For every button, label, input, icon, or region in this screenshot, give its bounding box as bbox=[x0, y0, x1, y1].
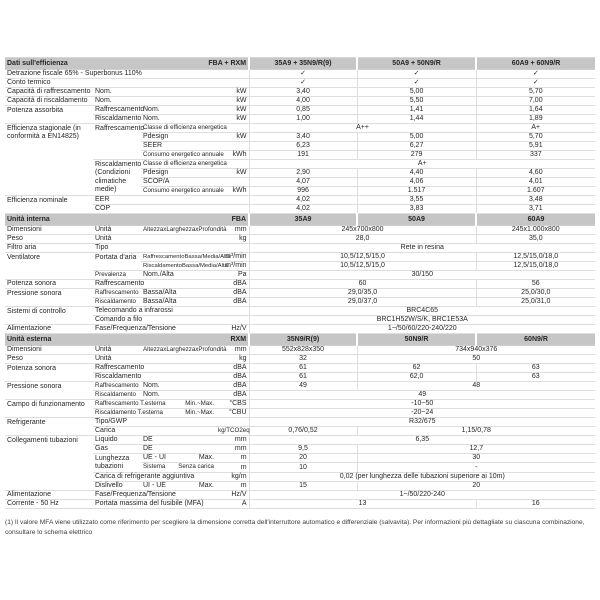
table-cell: mm bbox=[216, 346, 249, 355]
table-cell: 16 bbox=[476, 499, 595, 508]
table-cell: 1~/50/60/220-240/220 bbox=[249, 325, 595, 334]
table-cell: Gas bbox=[93, 445, 141, 454]
table-cell: Campo di funzionamento bbox=[5, 400, 93, 418]
table-cell: 61 bbox=[249, 364, 357, 373]
table-cell: kg bbox=[216, 355, 249, 364]
table-cell: Capacità di raffrescamento bbox=[5, 88, 93, 97]
table-cell: Unità bbox=[93, 355, 216, 364]
table-cell: Raffrescamento bbox=[93, 382, 141, 391]
table-row bbox=[5, 445, 595, 454]
table-cell: Unità bbox=[93, 235, 216, 244]
table-cell: Pdesign bbox=[141, 133, 216, 142]
table-cell: kg/m bbox=[216, 472, 249, 481]
spec-sheet-page bbox=[5, 57, 595, 538]
table-cell: m³/min bbox=[216, 262, 249, 271]
table-cell: -20~24 bbox=[249, 409, 595, 418]
table-row bbox=[5, 253, 595, 262]
table-cell: 7,00 bbox=[476, 97, 595, 106]
table-cell: A bbox=[216, 499, 249, 508]
table-cell: DE bbox=[141, 436, 216, 445]
table-cell: - bbox=[357, 463, 595, 472]
spec-table bbox=[5, 57, 595, 509]
table-cell: 2,90 bbox=[249, 169, 357, 178]
table-row bbox=[5, 289, 595, 298]
table-cell: ✓ bbox=[249, 79, 357, 88]
table-cell: 28,0 bbox=[249, 235, 476, 244]
table-cell: ✓ bbox=[357, 70, 476, 79]
table-cell: Nom. bbox=[93, 97, 216, 106]
section-code: RXM bbox=[230, 335, 247, 343]
table-cell: 15 bbox=[249, 481, 357, 490]
table-cell: kg/TCO2eq bbox=[218, 426, 250, 434]
table-cell: Telecomando a infrarossi bbox=[93, 307, 249, 316]
table-cell: 0,02 (per lunghezza delle tubazioni superiore ai 10m) bbox=[249, 472, 595, 481]
table-row bbox=[5, 346, 595, 355]
table-cell: Classe di efficienza energetica bbox=[141, 160, 249, 169]
section-code: FBA + RXM bbox=[208, 59, 247, 67]
table-cell: 1,89 bbox=[476, 115, 595, 124]
table-row bbox=[5, 88, 595, 97]
table-cell: Raffrescamento Bassa/Media/Alta bbox=[143, 253, 231, 260]
table-cell: AltezzaxLarghezzaxProfondità bbox=[143, 225, 227, 233]
table-cell: 5,00 bbox=[357, 88, 476, 97]
table-cell: Ventilatore bbox=[5, 253, 93, 280]
table-cell: dBA bbox=[216, 382, 249, 391]
table-cell: Dimensioni bbox=[5, 346, 93, 355]
table-cell: BRC1H52W/S/K, BRC1E53A bbox=[249, 316, 595, 325]
table-cell: kW bbox=[216, 106, 249, 115]
table-row bbox=[5, 382, 595, 391]
table-cell: mm bbox=[216, 226, 249, 235]
table-cell: 1.517 bbox=[357, 187, 476, 196]
table-cell: Prevalenza bbox=[93, 271, 141, 280]
table-cell: Filtro aria bbox=[5, 244, 93, 253]
table-cell: A+ bbox=[249, 160, 595, 169]
table-cell: EER bbox=[93, 196, 249, 205]
table-cell: Collegamenti tubazioni bbox=[5, 436, 93, 491]
table-row bbox=[5, 235, 595, 244]
table-cell: 62 bbox=[357, 364, 476, 373]
table-cell: Sistema Senza carica bbox=[141, 463, 216, 472]
table-cell: dBA bbox=[216, 280, 249, 289]
column-header: 60A9 bbox=[476, 214, 595, 226]
table-cell: 6,23 bbox=[249, 142, 357, 151]
table-cell: Bassa/Alta bbox=[141, 289, 216, 298]
table-cell: Dislivello bbox=[93, 481, 141, 490]
table-cell: 3,40 bbox=[249, 133, 357, 142]
table-cell: Pressione sonora bbox=[5, 289, 93, 307]
table-cell: 4,06 bbox=[357, 178, 476, 187]
table-cell: kW bbox=[216, 97, 249, 106]
table-row bbox=[5, 97, 595, 106]
table-cell: ✓ bbox=[249, 70, 357, 79]
table-cell: 29,0/37,0 bbox=[249, 298, 476, 307]
table-row bbox=[5, 271, 595, 280]
table-cell: Consumo energetico annuale bbox=[143, 186, 224, 194]
table-cell: UI - UE Max. bbox=[143, 481, 214, 489]
table-cell: 3,40 bbox=[249, 88, 357, 97]
column-header: 35N9/R(9) bbox=[249, 334, 357, 346]
table-cell: 25,0/30,0 bbox=[476, 289, 595, 298]
section-header-cell bbox=[5, 334, 249, 346]
table-cell: 337 bbox=[476, 151, 595, 160]
table-cell: Sistemi di controllo bbox=[5, 307, 93, 325]
table-row bbox=[5, 196, 595, 205]
table-cell: Riscaldamento Bassa/Media/Alta bbox=[143, 262, 228, 269]
table-cell: Hz/V bbox=[216, 490, 249, 499]
table-cell: Corrente - 50 Hz bbox=[5, 499, 93, 508]
table-cell: 3,55 bbox=[357, 196, 476, 205]
table-cell: 20 bbox=[357, 481, 595, 490]
table-cell: Unità bbox=[93, 346, 141, 355]
table-row bbox=[5, 427, 595, 436]
table-cell: Bassa/Alta bbox=[141, 298, 216, 307]
table-cell: 6,35 bbox=[249, 436, 595, 445]
table-cell: Dimensioni bbox=[5, 226, 93, 235]
table-cell: Nom. bbox=[141, 115, 216, 124]
table-cell: 49 bbox=[249, 382, 357, 391]
table-cell: 3,48 bbox=[476, 196, 595, 205]
table-cell: 62,0 bbox=[357, 373, 476, 382]
table-cell: kW bbox=[216, 133, 249, 142]
table-cell: Potenza sonora bbox=[5, 364, 93, 382]
table-cell: Riscaldamento bbox=[95, 115, 142, 123]
table-cell: 9,5 bbox=[249, 445, 357, 454]
table-cell: -10~50 bbox=[249, 400, 595, 409]
table-row bbox=[5, 418, 595, 427]
table-cell: dBA bbox=[216, 364, 249, 373]
section-code: FBA bbox=[231, 215, 247, 223]
table-row bbox=[5, 106, 595, 115]
table-cell: SEER bbox=[141, 142, 249, 151]
table-cell: 61 bbox=[249, 373, 357, 382]
table-cell: SCOP/A bbox=[141, 178, 249, 187]
table-cell: 29,0/35,0 bbox=[249, 289, 476, 298]
table-cell: Tipo/GWP bbox=[93, 418, 249, 427]
table-cell: Efficienza nominale bbox=[5, 196, 93, 214]
table-cell: Peso bbox=[5, 235, 93, 244]
table-row bbox=[5, 115, 595, 124]
table-cell: AltezzaxLarghezzaxProfondità bbox=[143, 345, 227, 353]
table-cell: 4,60 bbox=[476, 169, 595, 178]
table-cell: 30/150 bbox=[249, 271, 595, 280]
table-cell: DE bbox=[141, 445, 216, 454]
table-cell: Liquido bbox=[93, 436, 141, 445]
table-cell: 10,5/12,5/15,0 bbox=[249, 262, 476, 271]
table-cell: 35,0 bbox=[476, 235, 595, 244]
table-cell: 4,02 bbox=[249, 196, 357, 205]
table-cell: Carica di refrigerante aggiuntiva bbox=[93, 472, 216, 481]
table-cell: Refrigerante bbox=[5, 418, 93, 436]
table-cell: kW bbox=[216, 88, 249, 97]
table-cell: 1.607 bbox=[476, 187, 595, 196]
section-title: Dati sull'efficienza bbox=[7, 59, 68, 67]
table-cell: 552x828x350 bbox=[249, 346, 357, 355]
table-row bbox=[5, 481, 595, 490]
table-cell: ✓ bbox=[476, 70, 595, 79]
table-row bbox=[5, 70, 595, 79]
table-row bbox=[5, 226, 595, 235]
table-cell: 734x940x376 bbox=[357, 346, 595, 355]
table-cell: 5,91 bbox=[476, 142, 595, 151]
table-cell: Comando a filo bbox=[93, 316, 249, 325]
table-row bbox=[5, 391, 595, 400]
table-row bbox=[5, 490, 595, 499]
table-cell: m bbox=[216, 463, 249, 472]
table-cell: Rete in resina bbox=[249, 244, 595, 253]
table-row bbox=[5, 325, 595, 334]
section-header-cell bbox=[5, 214, 249, 226]
table-cell: 5,70 bbox=[476, 133, 595, 142]
table-cell: 1,15/0,78 bbox=[357, 427, 595, 436]
table-cell: kW bbox=[216, 169, 249, 178]
table-cell: 63 bbox=[476, 364, 595, 373]
table-cell: mm bbox=[216, 445, 249, 454]
table-cell: 60 bbox=[249, 280, 476, 289]
table-cell: kW bbox=[216, 115, 249, 124]
table-cell: 245x700x800 bbox=[249, 226, 476, 235]
table-cell: Raffrescamento T.esterna Min.~Max. bbox=[95, 399, 214, 407]
table-row bbox=[5, 400, 595, 409]
table-cell: Nom. bbox=[93, 88, 216, 97]
table-cell: Pdesign bbox=[141, 169, 216, 178]
table-cell: Lunghezza tubazioni bbox=[93, 454, 141, 473]
table-cell: 63 bbox=[476, 373, 595, 382]
table-cell: 6,27 bbox=[357, 142, 476, 151]
table-cell: °CBS bbox=[216, 400, 249, 409]
table-row bbox=[5, 124, 595, 133]
table-cell: Portata massima del fusibile (MFA) bbox=[93, 499, 216, 508]
table-cell: 1~/50/220-240 bbox=[249, 490, 595, 499]
table-cell: Conto termico bbox=[5, 79, 249, 88]
table-cell: Raffrescamento bbox=[93, 280, 216, 289]
table-row bbox=[5, 79, 595, 88]
table-cell: Nom. bbox=[141, 382, 216, 391]
table-cell: 1,64 bbox=[476, 106, 595, 115]
table-cell: Nom. bbox=[141, 391, 216, 400]
table-cell: 0,85 bbox=[249, 106, 357, 115]
table-cell: 49 bbox=[249, 391, 595, 400]
table-cell: Potenza assorbita bbox=[5, 106, 93, 124]
table-row bbox=[5, 409, 595, 418]
table-cell: Riscaldamento bbox=[93, 298, 141, 307]
table-cell: 4,01 bbox=[476, 178, 595, 187]
table-cell: 3,71 bbox=[476, 205, 595, 214]
column-header: 60N9/R bbox=[476, 334, 595, 346]
table-row bbox=[5, 472, 595, 481]
table-cell: R32/675 bbox=[249, 418, 595, 427]
table-cell: A++ bbox=[249, 124, 476, 133]
table-cell: dBA bbox=[216, 298, 249, 307]
table-cell: 5,70 bbox=[476, 88, 595, 97]
table-cell: 191 bbox=[249, 151, 357, 160]
table-cell: COP bbox=[93, 205, 249, 214]
table-cell: 48 bbox=[357, 382, 595, 391]
table-cell: Pressione sonora bbox=[5, 382, 93, 400]
table-row bbox=[5, 244, 595, 253]
table-cell: ✓ bbox=[476, 79, 595, 88]
table-cell: m³/min bbox=[216, 253, 249, 262]
table-cell: Potenza sonora bbox=[5, 280, 93, 289]
table-cell: m bbox=[216, 481, 249, 490]
table-cell: 1,44 bbox=[357, 115, 476, 124]
table-cell: Riscaldamento bbox=[93, 373, 216, 382]
table-cell: 10 bbox=[249, 463, 357, 472]
table-cell: 996 bbox=[249, 187, 357, 196]
table-cell: Alimentazione bbox=[5, 490, 93, 499]
table-cell: 10,5/12,5/15,0 bbox=[249, 253, 476, 262]
table-row bbox=[5, 298, 595, 307]
table-cell: kWh bbox=[216, 187, 249, 196]
table-cell: 12,5/15,0/18,0 bbox=[476, 262, 595, 271]
table-row bbox=[5, 160, 595, 169]
table-row bbox=[5, 280, 595, 289]
table-cell: 56 bbox=[476, 280, 595, 289]
section-header-cell bbox=[5, 58, 249, 70]
table-row bbox=[5, 499, 595, 508]
table-cell: Tipo bbox=[93, 244, 249, 253]
spec-table-body bbox=[5, 58, 595, 509]
table-row bbox=[5, 436, 595, 445]
table-cell: Riscaldamento (Condizioni climatiche medie) bbox=[93, 160, 141, 196]
section-header-row bbox=[5, 58, 595, 70]
table-cell: kg bbox=[216, 235, 249, 244]
table-cell: 0,76/0,52 bbox=[249, 427, 357, 436]
table-cell: Pa bbox=[216, 271, 249, 280]
table-cell: 13 bbox=[249, 499, 476, 508]
table-cell: Carica bbox=[93, 427, 216, 436]
table-cell: Fase/Frequenza/Tensione bbox=[93, 490, 216, 499]
table-cell: A+ bbox=[476, 124, 595, 133]
table-cell: 20 bbox=[249, 454, 357, 463]
table-cell: °CBU bbox=[216, 409, 249, 418]
table-cell: UE - UI Max. bbox=[143, 454, 214, 462]
table-cell: 12,5/15,0/18,0 bbox=[476, 253, 595, 262]
table-cell: dBA bbox=[216, 289, 249, 298]
column-header: 35A9 + 35N9/R(9) bbox=[249, 58, 357, 70]
table-row bbox=[5, 355, 595, 364]
table-cell: Nom. bbox=[141, 106, 216, 115]
table-cell: dBA bbox=[216, 391, 249, 400]
table-row bbox=[5, 373, 595, 382]
section-title: Unità interna bbox=[7, 215, 50, 223]
table-row bbox=[5, 316, 595, 325]
table-cell: 25,0/31,0 bbox=[476, 298, 595, 307]
footnote: (1) Il valore MFA viene utilizzato come riferimento per scegliere la dimensione corretta dell'interruttore automatico e differenziale (salvavita). Per informazioni più dettagliate su ciascuna combinazione, consultare lo schema elettrico bbox=[5, 518, 585, 536]
table-cell: ✓ bbox=[357, 79, 476, 88]
column-header: 50A9 + 50N9/R bbox=[357, 58, 476, 70]
section-header-row bbox=[5, 334, 595, 346]
table-cell: BRC4C65 bbox=[249, 307, 595, 316]
table-cell: 50 bbox=[357, 355, 595, 364]
section-title: Unità esterna bbox=[7, 335, 52, 343]
table-cell: 4,07 bbox=[249, 178, 357, 187]
table-cell: Raffrescamento bbox=[93, 289, 141, 298]
table-cell: Capacità di riscaldamento bbox=[5, 97, 93, 106]
section-header-row bbox=[5, 214, 595, 226]
column-header: 35A9 bbox=[249, 214, 357, 226]
column-header: 60A9 + 60N9/R bbox=[476, 58, 595, 70]
table-cell: Unità bbox=[93, 226, 141, 235]
table-cell: 5,00 bbox=[357, 133, 476, 142]
table-row bbox=[5, 454, 595, 463]
table-cell: Nom./Alta bbox=[141, 271, 216, 280]
table-cell: 245x1.000x800 bbox=[476, 226, 595, 235]
table-cell: 12,7 bbox=[357, 445, 595, 454]
table-cell: 279 bbox=[357, 151, 476, 160]
table-cell: Peso bbox=[5, 355, 93, 364]
table-cell: 1,00 bbox=[249, 115, 357, 124]
table-row bbox=[5, 205, 595, 214]
table-cell: 32 bbox=[249, 355, 357, 364]
table-cell: Alimentazione bbox=[5, 325, 93, 334]
table-cell: Riscaldamento bbox=[93, 391, 141, 400]
table-cell: 5,50 bbox=[357, 97, 476, 106]
table-cell: 3,83 bbox=[357, 205, 476, 214]
table-cell: dBA bbox=[216, 373, 249, 382]
table-row bbox=[5, 364, 595, 373]
table-cell: Classe di efficienza energetica bbox=[141, 124, 249, 133]
table-cell: Raffrescamento bbox=[93, 364, 216, 373]
table-cell: Raffrescamento bbox=[93, 124, 141, 160]
table-cell: 4,00 bbox=[249, 97, 357, 106]
table-cell: kWh bbox=[216, 151, 249, 160]
table-cell: Raffrescamento bbox=[95, 106, 145, 114]
table-row bbox=[5, 307, 595, 316]
table-cell: Consumo energetico annuale bbox=[143, 150, 224, 158]
table-cell: Hz/V bbox=[216, 325, 249, 334]
table-cell: 4,02 bbox=[249, 205, 357, 214]
table-cell: 30 bbox=[357, 454, 595, 463]
table-cell: m bbox=[216, 454, 249, 463]
table-cell: Detrazione fiscale 65% - Superbonus 110% bbox=[5, 70, 249, 79]
table-cell: 1,41 bbox=[357, 106, 476, 115]
column-header: 50A9 bbox=[357, 214, 476, 226]
table-cell: Efficienza stagionale (in conformità a EN14825) bbox=[5, 124, 93, 196]
column-header: 50N9/R bbox=[357, 334, 476, 346]
table-cell: 4,40 bbox=[357, 169, 476, 178]
table-cell: Portata d'aria bbox=[93, 253, 141, 271]
table-cell: Riscaldamento T.esterna Min.~Max. bbox=[95, 408, 214, 416]
table-cell: mm bbox=[216, 436, 249, 445]
table-cell: Fase/Frequenza/Tensione bbox=[93, 325, 216, 334]
